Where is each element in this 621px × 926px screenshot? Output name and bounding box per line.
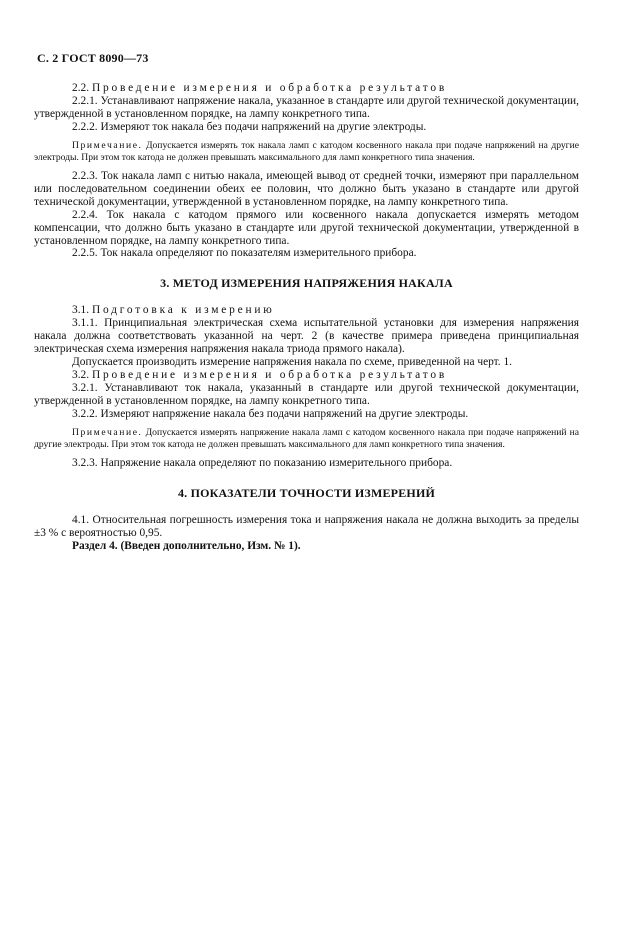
subsection-heading-3-2 xyxy=(34,369,579,382)
paragraph-3-1-extra: Допускается производить измерение напряжения накала по схеме, приведенной на черт. 1. xyxy=(72,356,513,368)
paragraph-4-1: 4.1. Относительная погрешность измерения тока и напряжения накала не должна выходить за пределы ±3 % с вероятностью 0,95. xyxy=(34,513,579,539)
paragraph-2-2-1: 2.2.1. Устанавливают напряжение накала, указанное в стандарте или другой технической документации, утвержденной в установленном порядке, на лампу конкретного типа. xyxy=(34,94,579,120)
section-title-4: 4. ПОКАЗАТЕЛИ ТОЧНОСТИ ИЗМЕРЕНИЙ xyxy=(177,485,436,500)
subsection-heading-3-1 xyxy=(34,304,579,317)
note-label: Примечание. xyxy=(72,139,143,151)
heading-number: 3.2. xyxy=(72,368,90,381)
section-title-3: 3. МЕТОД ИЗМЕРЕНИЯ НАПРЯЖЕНИЯ НАКАЛА xyxy=(160,276,453,291)
paragraph-3-2-3: 3.2.3. Напряжение накала определяют по показанию измерительного прибора. xyxy=(72,456,453,469)
paragraph-3-2-2: 3.2.2. Измеряют напряжение накала без подачи напряжений на другие электроды. xyxy=(72,407,469,420)
paragraph-2-2-4: 2.2.4. Ток накала с катодом прямого или косвенного накала допускается измерять методом компенсации, что должно быть указано в стандарте или другой технической документации, утвержденной в установленном порядке, на лампу конкретного типа. xyxy=(34,208,579,247)
paragraph-3-2-1: 3.2.1. Устанавливают ток накала, указанный в стандарте или другой технической документации, утвержденной в установленном порядке, на лампу конкретного типа. xyxy=(34,381,579,407)
heading-number: 3.1. xyxy=(72,304,90,317)
note-2-2 xyxy=(34,140,579,164)
paragraph-2-2-5: 2.2.5. Ток накала определяют по показателям измерительного прибора. xyxy=(72,247,417,260)
note-label: Примечание. xyxy=(72,426,143,438)
page-header: С. 2 ГОСТ 8090—73 xyxy=(37,51,149,65)
note-3-2 xyxy=(34,427,579,451)
document-body xyxy=(34,82,579,553)
subsection-heading-2-2 xyxy=(34,82,579,95)
heading-number: 2.2. xyxy=(72,82,90,94)
note-text: Допускается измерять ток накала ламп с катодом косвенного накала при подаче напряжений на другие электроды. При этом ток катода не должен превышать максимального для ламп конкретного типа значения. xyxy=(34,139,580,163)
note-text: Допускается измерять напряжение накала ламп с катодом косвенного накала при подаче напряжений на другие электроды. При этом ток катода не должен превышать максимального для ламп конкретного типа значения. xyxy=(34,426,580,450)
heading-text: Подготовка к измерению xyxy=(91,304,275,317)
heading-text: Проведение измерения и обработка результатов xyxy=(91,82,447,94)
paragraph-4-amendment: Раздел 4. (Введен дополнительно, Изм. № 1). xyxy=(72,539,301,552)
heading-text: Проведение измерения и обработка результатов xyxy=(91,368,447,381)
paragraph-3-1-1: 3.1.1. Принципиальная электрическая схема испытательной установки для измерения напряжения накала должна соответствовать указанной на черт. 2 (в качестве примера приведена принципиальная электрическая схема измерения напряжения накала триода прямого накала). xyxy=(34,317,579,356)
paragraph-2-2-2: 2.2.2. Измеряют ток накала без подачи напряжений на другие электроды. xyxy=(72,120,427,133)
paragraph-2-2-3: 2.2.3. Ток накала ламп с нитью накала, имеющей вывод от средней точки, измеряют при параллельном или последовательном соединении обеих ее половин, что должно быть указано в стандарте или другой технической документации, утвержденной в установленном порядке, на лампу конкретного типа. xyxy=(34,170,579,208)
